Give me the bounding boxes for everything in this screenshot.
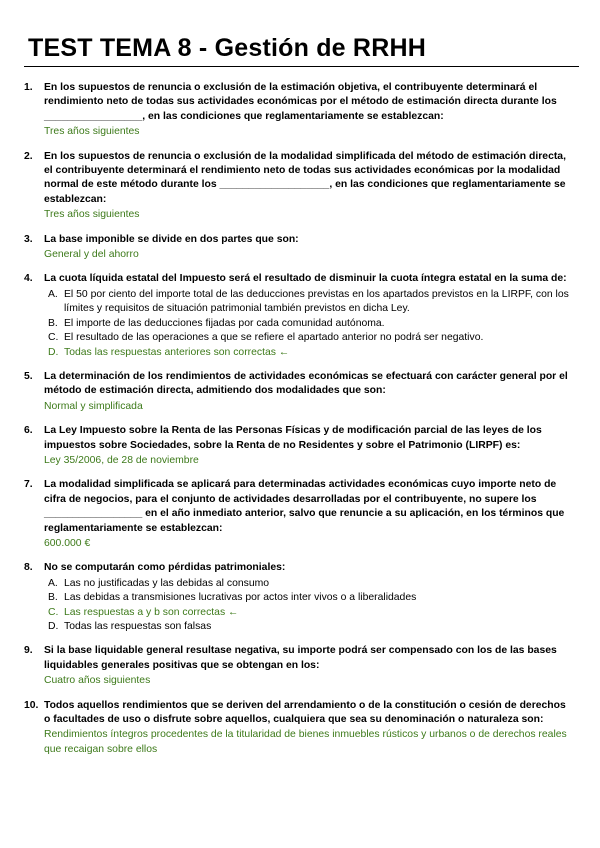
answer-text: Rendimientos íntegros procedentes de la titularidad de bienes inmuebles rústicos y urbanos o de derechos reales que recaigan sobre ellos — [44, 729, 567, 755]
question-text: La cuota líquida estatal del Impuesto será el resultado de disminuir la cuota íntegra estatal en la suma de: — [44, 273, 567, 285]
question-number: 4. — [24, 273, 33, 285]
option-letter: D. — [48, 346, 59, 358]
answer-text: General y del ahorro — [44, 249, 139, 261]
question-item — [24, 424, 576, 468]
question-text: La determinación de los rendimientos de actividades económicas se efectuará con carácter general por el método de estimación directa, admitiendo dos modalidades que son: — [44, 370, 568, 397]
option-item — [44, 331, 574, 345]
option-item-correct — [44, 346, 574, 360]
question-text: Todos aquellos rendimientos que se deriven del arrendamiento o de la constitución o cesión de derechos o facultades de uso o disfrute sobre aquellos, cualquiera que sea su denominación o naturaleza son: — [44, 699, 566, 726]
option-letter: C. — [48, 606, 59, 618]
option-letter: C. — [48, 332, 59, 344]
question-item — [24, 370, 576, 414]
question-item — [24, 699, 576, 758]
option-text: Todas las respuestas son falsas — [64, 621, 212, 632]
option-item — [44, 591, 574, 605]
question-item — [24, 478, 576, 551]
option-text: Las no justificadas y las debidas al consumo — [64, 577, 270, 589]
question-text: La base imponible se divide en dos partes que son: — [44, 233, 299, 245]
question-item — [24, 561, 576, 634]
question-number: 6. — [24, 425, 33, 437]
option-text: El 50 por ciento del importe total de las deducciones previstas en los apartados previstos en la LIRPF, con los límites y requisitos de situación patrimonial también previstos en dicha Ley. — [64, 288, 569, 315]
question-list — [24, 81, 576, 757]
question-item — [24, 81, 576, 140]
question-number: 8. — [24, 562, 33, 574]
option-item — [44, 317, 574, 331]
question-text: La Ley Impuesto sobre la Renta de las Personas Físicas y de modificación parcial de las leyes de los impuestos sobre Sociedades, sobre la Renta de no Residentes y sobre el Patrimonio (LIRPF) es: — [44, 425, 542, 451]
title-underline — [24, 66, 579, 67]
option-text: El importe de las deducciones fijadas por cada comunidad autónoma. — [64, 317, 385, 329]
question-text: En los supuestos de renuncia o exclusión de la estimación objetiva, el contribuyente determinará el rendimiento neto de todas sus actividades económicas por el método de estimación directa durante los _________________, en las condiciones que reglamentariamente se establezcan: — [44, 82, 557, 122]
document-title: TEST TEMA 8 - Gestión de RRHH — [28, 34, 426, 62]
option-text: Las respuestas a y b son correctas ← — [64, 606, 239, 618]
option-item — [44, 577, 574, 591]
answer-text: Cuatro años siguientes — [44, 675, 151, 687]
option-text: El resultado de las operaciones a que se refiere el apartado anterior no podrá ser negativo. — [64, 332, 484, 344]
option-letter: D. — [48, 621, 59, 632]
answer-text: Normal y simplificada — [44, 400, 143, 412]
question-text: En los supuestos de renuncia o exclusión de la modalidad simplificada del método de estimación directa, el contribuyente determinará el rendimiento neto de todas sus actividades económicas por la modalidad normal de este método durante los ___________________, en las condiciones que reglamentariamente se establezcan: — [44, 150, 566, 205]
option-list — [44, 577, 576, 635]
question-item — [24, 233, 576, 263]
question-number: 7. — [24, 479, 33, 491]
question-text: La modalidad simplificada se aplicará para determinadas actividades económicas cuyo importe neto de cifra de negocios, para el conjunto de actividades desarrolladas por el contribuyente, no supere los _________________ en el año inmediato anterior, salvo que renuncie a su aplicación, en los términos que reglamentariamente se establezcan: — [44, 479, 565, 534]
question-item — [24, 150, 576, 223]
answer-text: Tres años siguientes — [44, 209, 140, 221]
question-number: 5. — [24, 370, 33, 382]
question-text: No se computarán como pérdidas patrimoniales: — [44, 562, 286, 574]
question-text: Si la base liquidable general resultase negativa, su importe podrá ser compensado con los de las bases liquidables generales positivas que se obtengan en los: — [44, 645, 557, 671]
question-number: 10. — [24, 699, 39, 711]
answer-text: Ley 35/2006, de 28 de noviembre — [44, 454, 199, 466]
question-number: 3. — [24, 233, 33, 245]
option-text: Las debidas a transmisiones lucrativas por actos inter vivos o a liberalidades — [64, 592, 417, 604]
question-number: 2. — [24, 150, 33, 162]
question-number: 1. — [24, 82, 33, 93]
answer-text: Tres años siguientes — [44, 126, 140, 138]
option-item — [44, 620, 574, 634]
option-text: Todas las respuestas anteriores son correctas ← — [64, 346, 290, 358]
option-item-correct — [44, 606, 574, 620]
question-item — [24, 272, 576, 359]
question-number: 9. — [24, 645, 33, 657]
option-letter: B. — [48, 317, 58, 329]
option-letter: B. — [48, 592, 58, 604]
answer-text: 600.000 € — [44, 537, 91, 549]
option-list — [44, 288, 576, 360]
option-item — [44, 288, 574, 317]
question-item — [24, 644, 576, 688]
option-letter: A. — [48, 577, 58, 589]
option-letter: A. — [48, 288, 58, 300]
